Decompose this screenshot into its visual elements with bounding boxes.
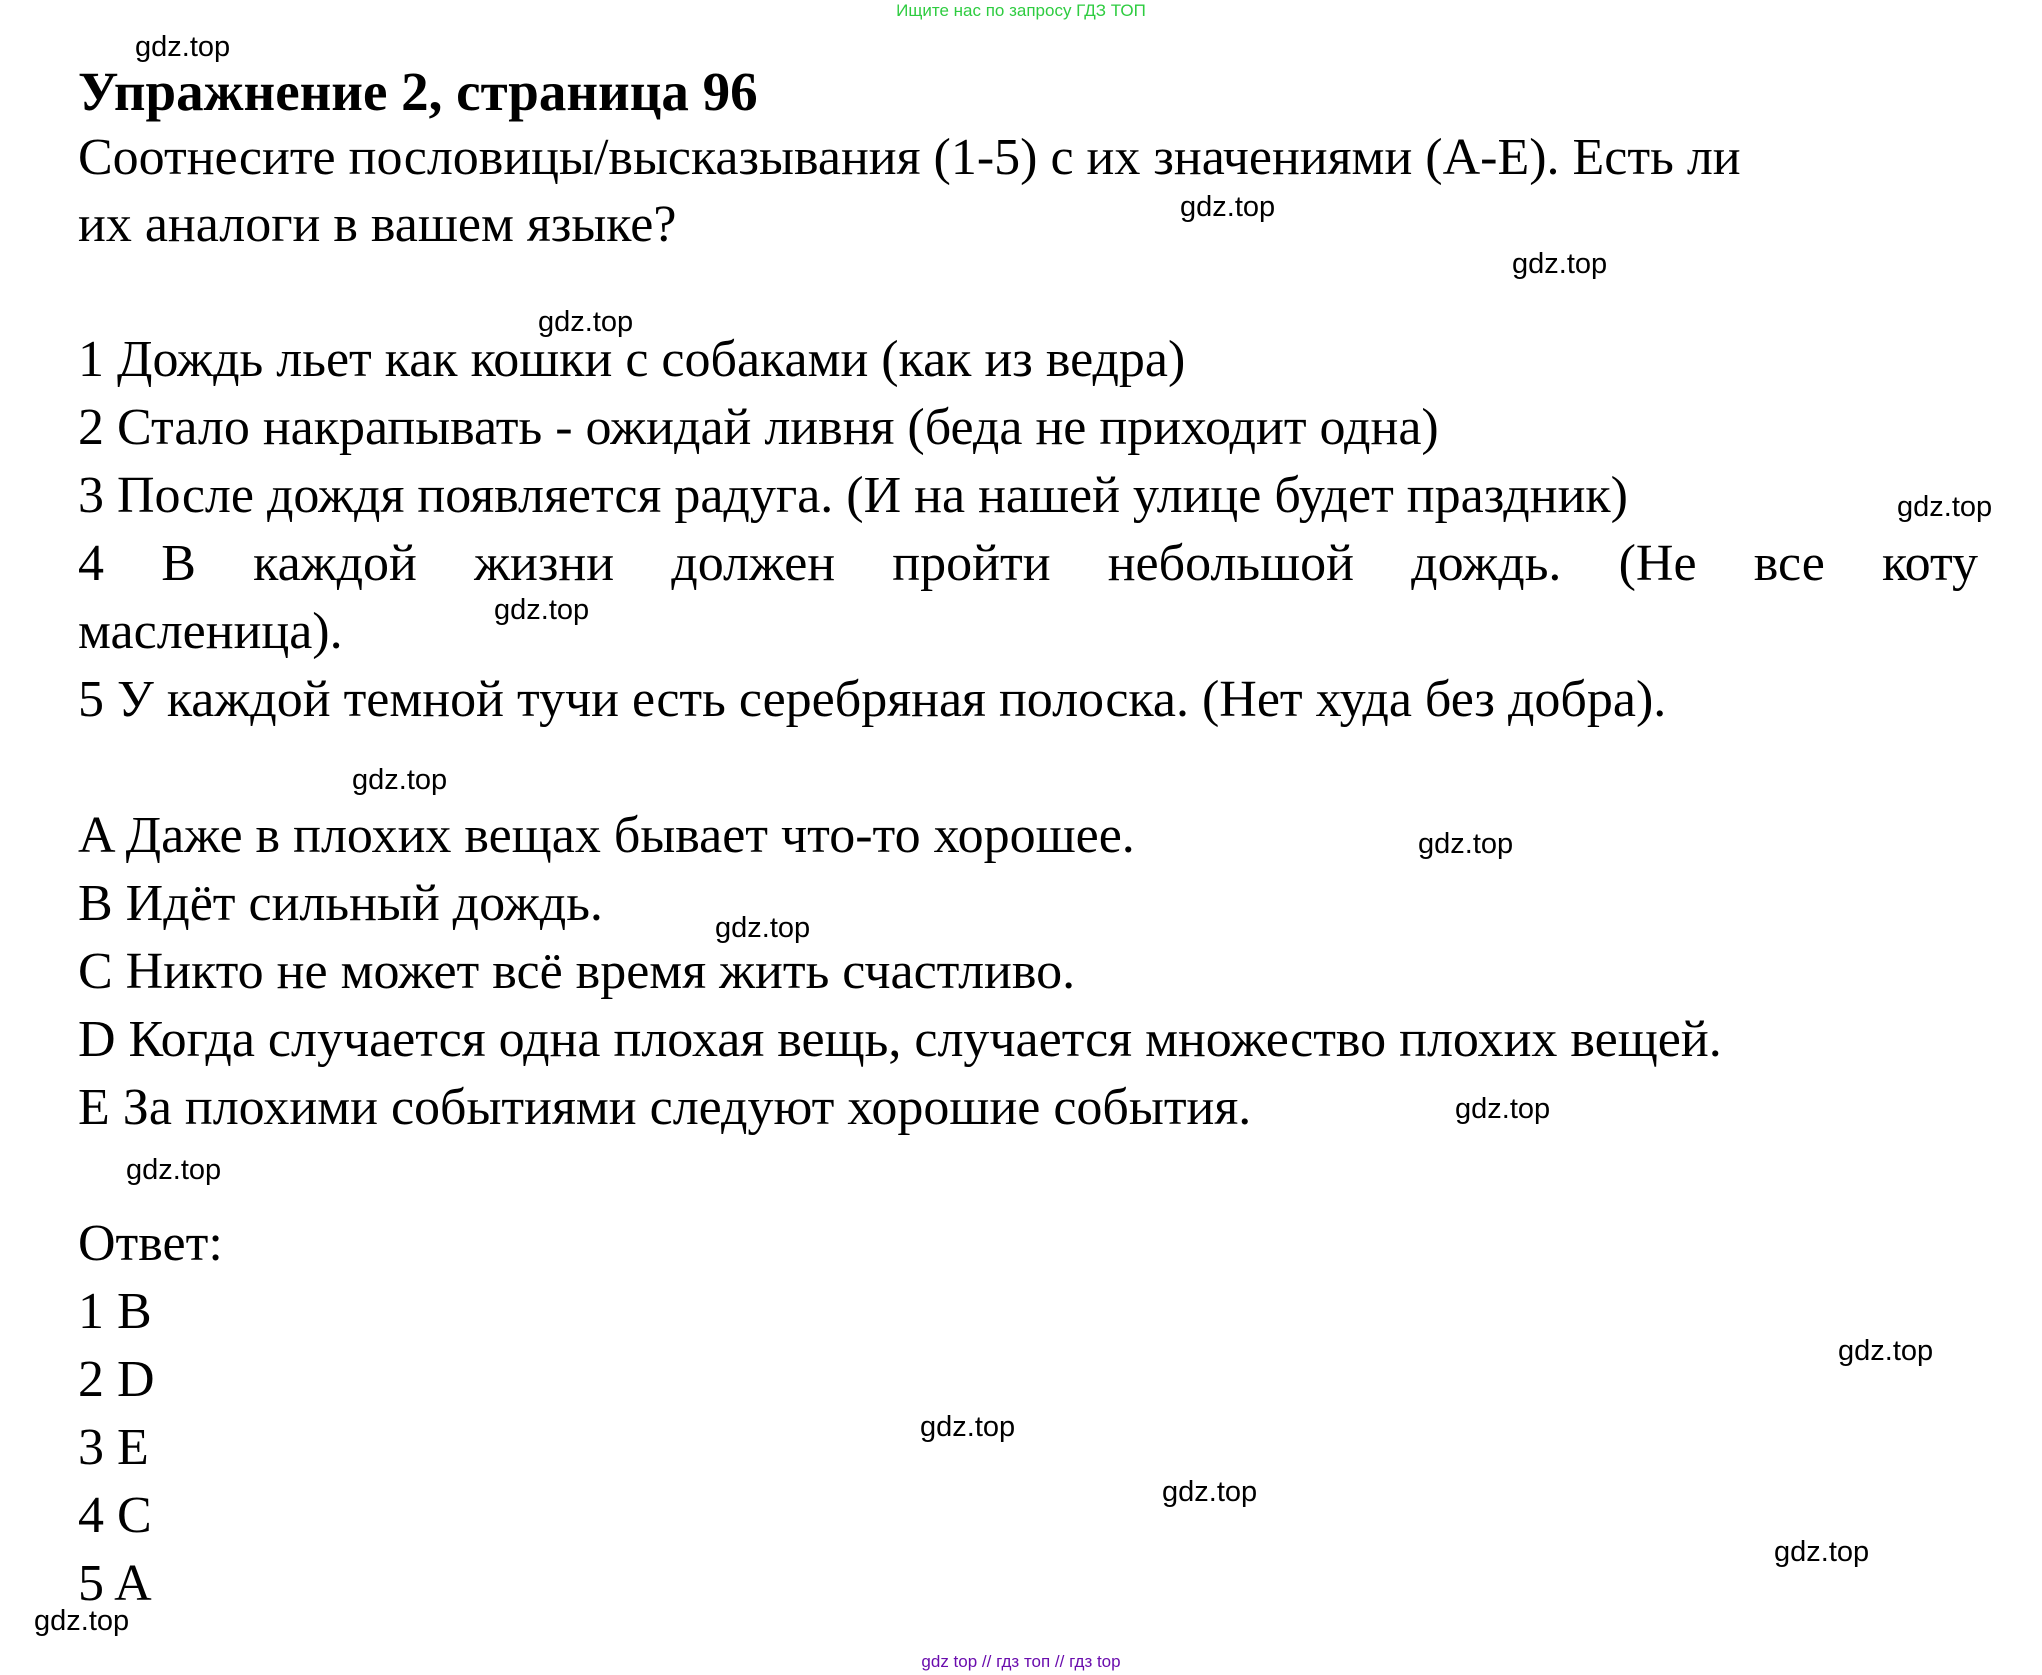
footer-links[interactable]: gdz top // гдз топ // гдз top xyxy=(921,1652,1121,1671)
meaning-a: A Даже в плохих вещах бывает что-то хорошее. xyxy=(78,807,1135,864)
meaning-d: D Когда случается одна плохая вещь, случается множество плохих вещей. xyxy=(78,1011,1722,1068)
meaning-b: B Идёт сильный дождь. xyxy=(78,875,603,932)
watermark: gdz.top xyxy=(494,594,590,626)
answer-1: 1 B xyxy=(78,1283,152,1340)
watermark: gdz.top xyxy=(1418,828,1514,860)
watermark: gdz.top xyxy=(352,764,448,796)
answer-3: 3 E xyxy=(78,1419,149,1476)
watermark: gdz.top xyxy=(135,31,231,63)
proverb-4-line-1: 4 В каждой жизни должен пройти небольшой дождь. (Не все коту xyxy=(78,535,1978,592)
watermark: gdz.top xyxy=(34,1605,130,1637)
meaning-e: E За плохими событиями следуют хорошие события. xyxy=(78,1079,1252,1136)
proverb-5: 5 У каждой темной тучи есть серебряная полоска. (Нет худа без добра). xyxy=(78,671,1667,728)
instruction-line-2: их аналоги в вашем языке? xyxy=(78,196,677,253)
page-title: Упражнение 2, страница 96 xyxy=(78,61,758,122)
answer-label: Ответ: xyxy=(78,1215,223,1272)
watermark: gdz.top xyxy=(920,1411,1016,1443)
top-banner[interactable]: Ищите нас по запросу ГДЗ ТОП xyxy=(896,1,1146,20)
answer-4: 4 C xyxy=(78,1487,152,1544)
watermark: gdz.top xyxy=(715,912,811,944)
watermark: gdz.top xyxy=(1897,491,1993,523)
watermark: gdz.top xyxy=(1838,1335,1934,1367)
proverb-4-line-2: масленица). xyxy=(78,603,343,660)
meaning-c: C Никто не может всё время жить счастливо. xyxy=(78,943,1076,1000)
instruction-line-1: Соотнесите пословицы/высказывания (1-5) с их значениями (A-E). Есть ли xyxy=(78,129,1741,186)
proverb-2: 2 Стало накрапывать - ожидай ливня (беда не приходит одна) xyxy=(78,399,1439,456)
watermark: gdz.top xyxy=(1180,191,1276,223)
watermark: gdz.top xyxy=(126,1154,222,1186)
watermark: gdz.top xyxy=(1162,1476,1258,1508)
watermark: gdz.top xyxy=(1774,1536,1870,1568)
watermark: gdz.top xyxy=(1455,1093,1551,1125)
watermark: gdz.top xyxy=(1512,248,1608,280)
proverb-1: 1 Дождь льет как кошки с собаками (как из ведра) xyxy=(78,331,1186,388)
watermark: gdz.top xyxy=(538,306,634,338)
answer-2: 2 D xyxy=(78,1351,155,1408)
answer-5: 5 A xyxy=(78,1555,152,1612)
proverb-3: 3 После дождя появляется радуга. (И на нашей улице будет праздник) xyxy=(78,467,1628,524)
